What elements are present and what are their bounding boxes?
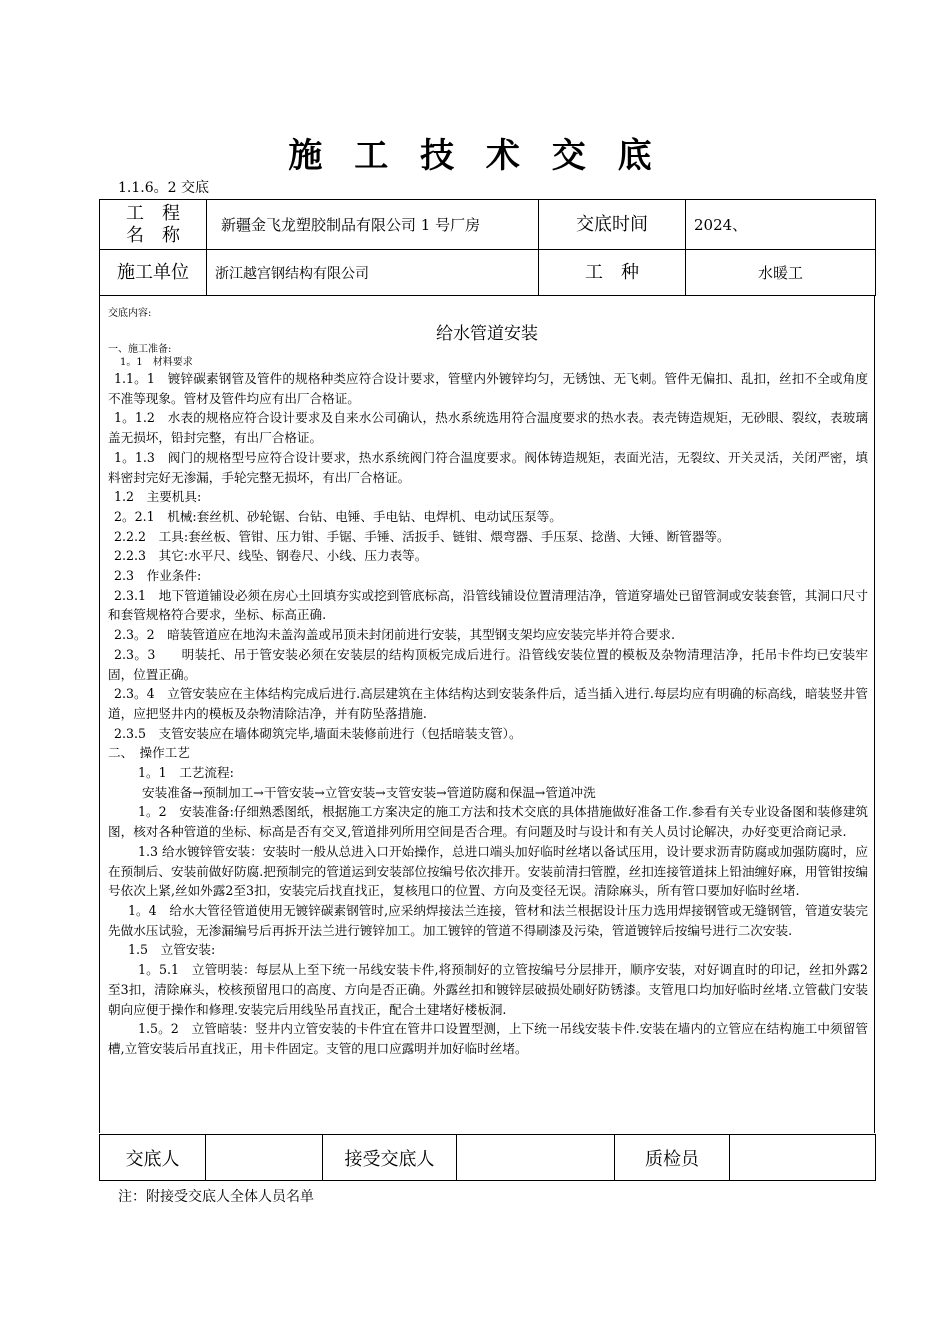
- content-body: [108, 343, 868, 1059]
- presenter-label: 交底人: [100, 1135, 206, 1181]
- content-paragraph: 安装准备→预制加工→干管安装→立管安装→支管安装→管道防腐和保温→管道冲洗: [142, 784, 596, 800]
- handover-content: [99, 296, 875, 1133]
- project-label-line1: 工 程: [126, 202, 180, 224]
- content-paragraph: 2.3。2 暗装管道应在地沟未盖沟盖或吊顶未封闭前进行安装，其型钢支架均应安装完毕并符合要求.: [114, 627, 675, 643]
- content-title: 给水管道安装: [436, 324, 538, 344]
- trade-label: 工 种: [539, 250, 686, 296]
- content-paragraph: 1.2 主要机具:: [114, 489, 202, 505]
- content-paragraph: 1。1 材料要求: [120, 357, 193, 368]
- content-paragraph: 1。1.2 水表的规格应符合设计要求及自来水公司确认，热水系统选用符合温度要求的热水表。表壳铸造规矩，无砂眼、裂纹，表玻璃盖无损坏，铅封完整，有出厂合格证。: [108, 410, 868, 446]
- inspector-signature-field[interactable]: [730, 1135, 876, 1181]
- content-paragraph: 二、 操作工艺: [108, 745, 190, 761]
- project-label-line2: 名 称: [126, 224, 180, 246]
- content-paragraph: 1.5 立管安装:: [128, 942, 216, 958]
- inspector-label: 质检员: [615, 1135, 730, 1181]
- construction-unit-value: 浙江越宫钢结构有限公司: [207, 250, 539, 296]
- content-paragraph: 1.3 给水镀锌管安装：安装时一般从总进入口开始操作，总进口端头加好临时丝堵以备试压用，设计要求沥青防腐或加强防腐时，应在预制后、安装前做好防腐.把预制完的管道运到安装部位按编号依次排开。安装前清扫管膛，丝扣连接管道抹上铅油缠好麻，用管钳按编号依次上紧,丝如外露2至3扣，安装完后找直找正，复核甩口的位置、方向及变径无误。清除麻头，所有管口要加好临时丝堵.: [108, 843, 868, 899]
- receiver-label: 接受交底人: [323, 1135, 457, 1181]
- project-name-value: 新疆金飞龙塑胶制品有限公司 1 号厂房: [207, 200, 539, 250]
- content-paragraph: 1。1 工艺流程:: [138, 765, 234, 781]
- content-paragraph: 一、施工准备:: [108, 344, 172, 355]
- content-paragraph: 2.3。3 明装托、吊于管安装必须在安装层的结构顶板完成后进行。沿管线安装位置的模板及杂物清理洁净，托吊卡件均已安装牢固，位置正确。: [108, 646, 868, 682]
- content-paragraph: 2。2.1 机械:套丝机、砂轮锯、台钻、电锤、手电钻、电焊机、电动试压泵等。: [114, 508, 562, 524]
- trade-value: 水暖工: [686, 250, 876, 296]
- presenter-signature-field[interactable]: [206, 1135, 323, 1181]
- content-paragraph: 2.3 作业条件:: [114, 568, 202, 584]
- content-label: 交底内容:: [108, 308, 152, 319]
- project-name-label: [100, 200, 207, 250]
- handover-time-value: 2024、: [686, 200, 876, 250]
- content-paragraph: 1。1.3 阀门的规格型号应符合设计要求，热水系统阀门符合温度要求。阀体铸造规矩，表面光洁，无裂纹、开关灵活，关闭严密，填料密封完好无渗漏，手轮完整无损坏，有出厂合格证。: [108, 449, 868, 485]
- content-paragraph: 2.3.5 支管安装应在墙体砌筑完毕,墙面未装修前进行（包括暗装支管）。: [114, 725, 522, 741]
- header-table: [99, 199, 876, 296]
- section-reference: 1.1.6。2 交底: [118, 180, 209, 196]
- content-paragraph: 1。2 安装准备:仔细熟悉图纸，根据施工方案决定的施工方法和技术交底的具体措施做好准备工作.参看有关专业设备图和装修建筑图，核对各种管道的坐标、标高是否有交叉,管道排列所用空间是否合理。有问题及时与设计和有关人员讨论解决，办好变更洽商记录.: [108, 804, 868, 840]
- content-paragraph: 2.2.3 其它:水平尺、线坠、钢卷尺、小线、压力表等。: [114, 548, 428, 564]
- footnote: 注：附接受交底人全体人员名单: [118, 1189, 314, 1205]
- content-paragraph: 1.5。2 立管暗装：竖井内立管安装的卡件宜在管井口设置型测，上下统一吊线安装卡件.安装在墙内的立管应在结构施工中须留管槽,立管安装后吊直找正，用卡件固定。支管的甩口应露明并加好临时丝堵。: [108, 1021, 868, 1056]
- document-title: 施 工 技 术 交 底: [288, 136, 662, 176]
- content-paragraph: 1。5.1 立管明装：每层从上至下统一吊线安装卡件,将预制好的立管按编号分层排开，顺序安装，对好调直时的印记，丝扣外露2至3扣，清除麻头，校核预留甩口的高度、方向是否正确。外露丝扣和镀锌层破损处刷好防锈漆。支管甩口均加好临时丝堵.立管截门安装朝向应便于操作和修理.安装完后用线坠吊直找正，配合土建堵好楼板洞.: [108, 962, 868, 1017]
- content-paragraph: 1。4 给水大管径管道使用无镀锌碳素钢管时,应采纳焊接法兰连接，管材和法兰根据设计压力选用焊接钢管或无缝钢管，管道安装完先做水压试验，无渗漏编号后再拆开法兰进行镀锌加工。加工镀锌的管道不得刷漆及污染，管道镀锌后按编号进行二次安装.: [108, 902, 868, 938]
- content-paragraph: 2.2.2 工具:套丝板、管钳、压力钳、手锯、手锤、活扳手、链钳、煨弯器、手压泵、捻凿、大锤、断管器等。: [114, 528, 730, 544]
- content-paragraph: 1.1。1 镀锌碳素钢管及管件的规格种类应符合设计要求，管壁内外镀锌均匀，无锈蚀、无飞刺。管件无偏扣、乱扣，丝扣不全或角度不准等现象。管材及管件均应有出厂合格证。: [108, 371, 868, 406]
- content-paragraph: 2.3.1 地下管道铺设必须在房心土回填夯实或挖到管底标高，沿管线铺设位置清理洁净，管道穿墙处已留管洞或安装套管，其洞口尺寸和套管规格符合要求，坐标、标高正确.: [108, 587, 868, 623]
- construction-unit-label: 施工单位: [100, 250, 207, 296]
- signature-table: [99, 1134, 876, 1181]
- handover-time-label: 交底时间: [539, 200, 686, 250]
- receiver-signature-field[interactable]: [457, 1135, 615, 1181]
- content-paragraph: 2.3。4 立管安装应在主体结构完成后进行.高层建筑在主体结构达到安装条件后，适当插入进行.每层均应有明确的标高线，暗装竖井管道，应把竖井内的模板及杂物清除洁净，并有防坠落措施.: [108, 686, 868, 721]
